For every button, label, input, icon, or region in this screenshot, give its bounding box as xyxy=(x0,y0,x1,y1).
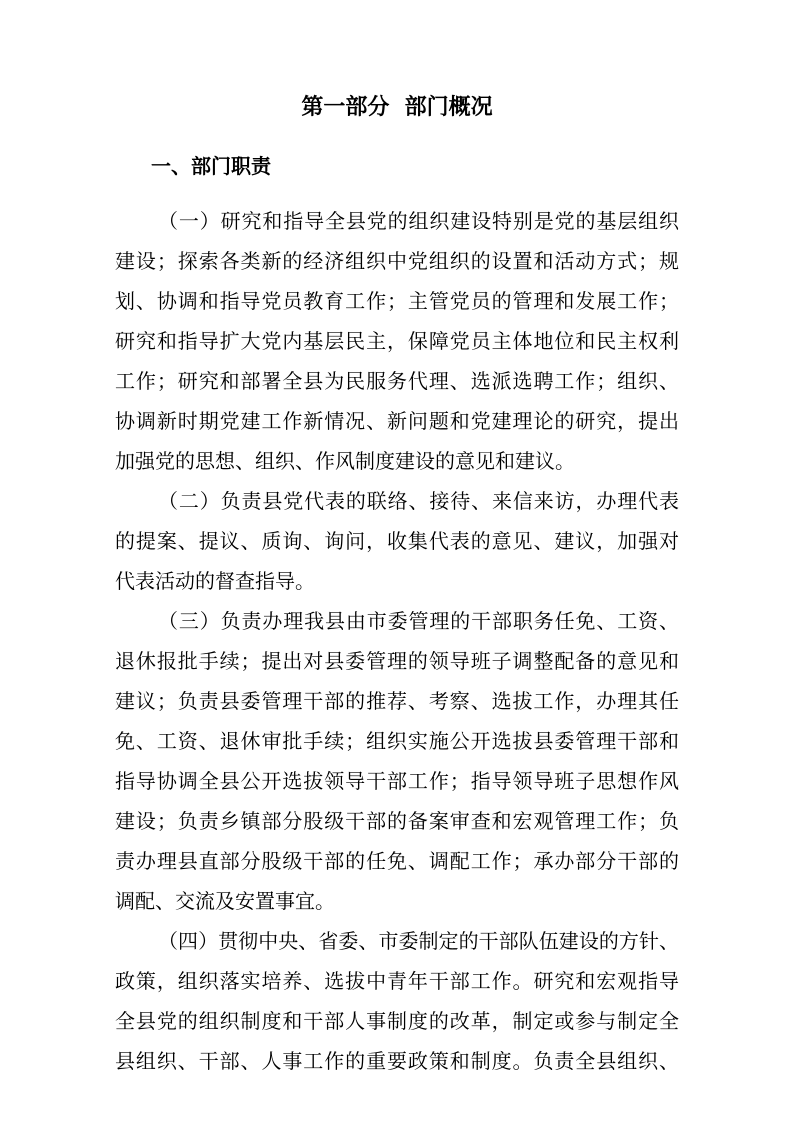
paragraph-line: （二）负责县党代表的联络、接待、来信来访，办理代表 xyxy=(158,489,679,513)
paragraph-line: 免、工资、退休审批手续；组织实施公开选拔县委管理干部和 xyxy=(115,729,679,753)
paragraph-line: 调配、交流及安置事宜。 xyxy=(115,889,335,913)
paragraph-line: 工作；研究和部署全县为民服务代理、选派选聘工作；组织、 xyxy=(115,369,679,393)
section-heading: 一、部门职责 xyxy=(151,154,271,178)
paragraph-line: 全县党的组织制度和干部人事制度的改革，制定或参与制定全 xyxy=(115,1009,679,1033)
paragraph-line: 的提案、提议、质询、询问，收集代表的意见、建议，加强对 xyxy=(115,529,679,553)
paragraph-line: 建设；负责乡镇部分股级干部的备案审查和宏观管理工作；负 xyxy=(115,809,679,833)
paragraph-line: （三）负责办理我县由市委管理的干部职务任免、工资、 xyxy=(158,609,679,633)
paragraph-line: （四）贯彻中央、省委、市委制定的干部队伍建设的方针、 xyxy=(158,929,679,953)
paragraph-line: 加强党的思想、组织、作风制度建设的意见和建议。 xyxy=(115,449,575,473)
page-title: 第一部分 部门概况 xyxy=(301,95,493,120)
paragraph-line: 政策，组织落实培养、选拔中青年干部工作。研究和宏观指导 xyxy=(115,969,679,993)
paragraph-line: 责办理县直部分股级干部的任免、调配工作；承办部分干部的 xyxy=(115,849,679,873)
paragraph-line: 划、协调和指导党员教育工作；主管党员的管理和发展工作； xyxy=(115,289,679,313)
paragraph-line: 县组织、干部、人事工作的重要政策和制度。负责全县组织、 xyxy=(115,1049,679,1073)
paragraph-line: 研究和指导扩大党内基层民主，保障党员主体地位和民主权利 xyxy=(115,329,679,353)
paragraph-line: （一）研究和指导全县党的组织建设特别是党的基层组织 xyxy=(158,209,679,233)
paragraph-line: 建议；负责县委管理干部的推荐、考察、选拔工作，办理其任 xyxy=(115,689,679,713)
paragraph-line: 退休报批手续；提出对县委管理的领导班子调整配备的意见和 xyxy=(115,649,679,673)
paragraph-line: 指导协调全县公开选拔领导干部工作；指导领导班子思想作风 xyxy=(115,769,679,793)
paragraph-line: 协调新时期党建工作新情况、新问题和党建理论的研究，提出 xyxy=(115,409,679,433)
paragraph-line: 代表活动的督查指导。 xyxy=(115,569,315,593)
paragraph-line: 建设；探索各类新的经济组织中党组织的设置和活动方式；规 xyxy=(115,249,679,273)
